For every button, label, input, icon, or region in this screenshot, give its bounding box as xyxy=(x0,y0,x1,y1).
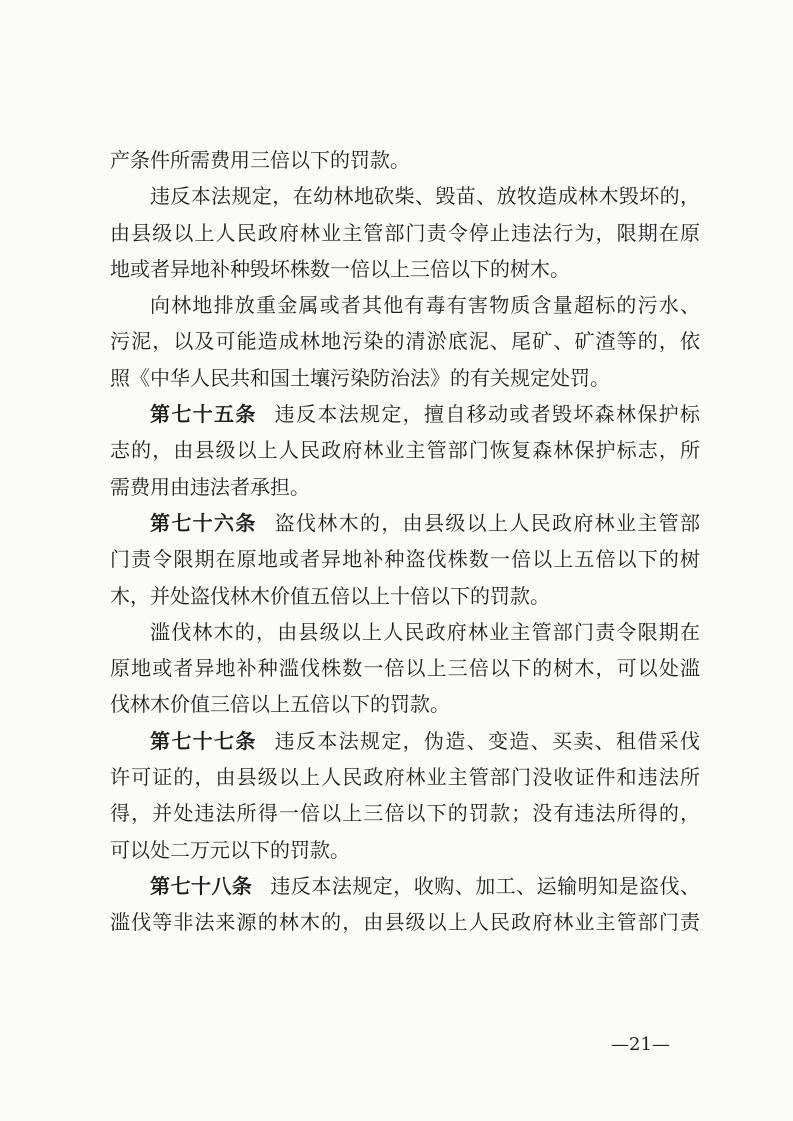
article-75-line xyxy=(110,396,700,432)
document-body xyxy=(110,142,700,941)
text-line: 滥伐林木的，由县级以上人民政府林业主管部门责令限期在 xyxy=(150,619,700,644)
text-line: 木，并处盗伐林木价值五倍以上十倍以下的罚款。 xyxy=(110,583,550,608)
article-75-text: 违反本法规定，擅自移动或者毁坏森林保护标 xyxy=(274,402,701,427)
article-76-title: 第七十六条 xyxy=(150,510,257,535)
article-78-line xyxy=(110,868,700,904)
article-78-text: 违反本法规定，收购、加工、运输明知是盗伐、 xyxy=(270,873,701,898)
article-75-title: 第七十五条 xyxy=(150,402,257,427)
text-line: 地或者异地补种毁坏株数一倍以上三倍以下的树木。 xyxy=(110,256,570,281)
article-78-title: 第七十八条 xyxy=(150,873,253,898)
text-line: 伐林木价值三倍以上五倍以下的罚款。 xyxy=(110,692,450,717)
text-line: 产条件所需费用三倍以下的罚款。 xyxy=(110,148,410,172)
text-line: 滥伐等非法来源的林木的，由县级以上人民政府林业主管部门责 xyxy=(110,910,700,935)
text-line: 污泥，以及可能造成林地污染的清淤底泥、尾矿、矿渣等的，依 xyxy=(110,329,700,354)
article-77-title: 第七十七条 xyxy=(150,728,257,753)
text-line: 向林地排放重金属或者其他有毒有害物质含量超标的污水、 xyxy=(150,293,700,318)
text-line: 照《中华人民共和国土壤污染防治法》的有关规定处罚。 xyxy=(110,365,610,390)
text-line: 可以处二万元以下的罚款。 xyxy=(110,837,350,862)
text-line: 许可证的，由县级以上人民政府林业主管部门没收证件和违法所 xyxy=(110,765,700,790)
text-line: 原地或者异地补种滥伐株数一倍以上三倍以下的树木，可以处滥 xyxy=(110,656,700,681)
article-76-text: 盗伐林木的，由县级以上人民政府林业主管部 xyxy=(274,510,701,535)
text-line: 得，并处违法所得一倍以上三倍以下的罚款；没有违法所得的， xyxy=(110,801,700,826)
text-line: 门责令限期在原地或者异地补种盗伐株数一倍以上五倍以下的树 xyxy=(110,547,700,572)
text-line: 由县级以上人民政府林业主管部门责令停止违法行为，限期在原 xyxy=(110,220,700,245)
text-line: 需费用由违法者承担。 xyxy=(110,474,310,499)
article-77-line xyxy=(110,723,700,759)
text-line: 违反本法规定，在幼林地砍柴、毁苗、放牧造成林木毁坏的， xyxy=(150,184,700,209)
page-number: —21— xyxy=(611,1034,670,1055)
article-76-line xyxy=(110,505,700,541)
text-line: 志的，由县级以上人民政府林业主管部门恢复森林保护标志，所 xyxy=(110,438,700,463)
article-77-text: 违反本法规定，伪造、变造、买卖、租借采伐 xyxy=(274,728,701,753)
